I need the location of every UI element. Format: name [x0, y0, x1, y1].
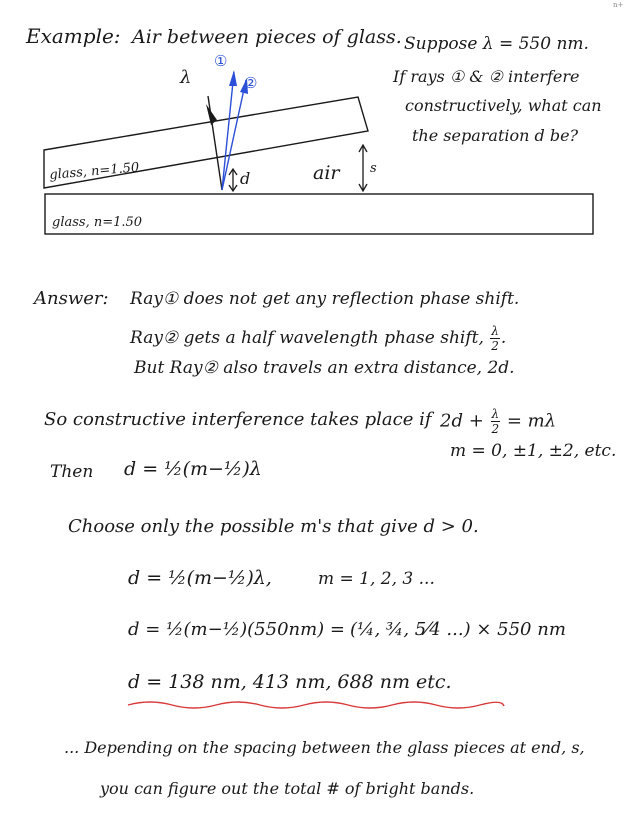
condition-fraction: $\frac{\lambda}{2}$ — [491, 407, 500, 436]
footer-line-1: ... Depending on the spacing between the glass pieces at end, s, — [64, 738, 585, 757]
m-values: m = 0, ±1, ±2, etc. — [450, 441, 617, 461]
result-line: d = 138 nm, 413 nm, 688 nm etc. — [128, 671, 452, 693]
then-equation: d = ½(m−½)λ — [124, 458, 262, 480]
lambda-label: λ — [180, 67, 192, 88]
ray-1-label: ① — [214, 52, 228, 70]
eq2-left: d = ½(m−½)(550nm) = — [128, 619, 346, 640]
question-line-4: the separation d be? — [412, 126, 579, 145]
then-label: Then — [50, 462, 94, 482]
top-glass-label: glass, n=1.50 — [48, 160, 140, 183]
answer-line-3: But Ray② also travels an extra distance, 2d. — [134, 358, 515, 378]
corner-mark: n+ — [613, 1, 624, 9]
eq2-right: (¼, ¾, 5⁄4 ...) × 550 nm — [350, 619, 566, 640]
choose-line: Choose only the possible m's that give d > 0. — [68, 516, 479, 537]
question-line-1: Suppose λ = 550 nm. — [404, 34, 589, 54]
ray-1-arrowhead — [229, 70, 237, 86]
example-label: Example: — [26, 24, 121, 48]
s-label: s — [370, 161, 377, 176]
condition-equation: 2d + $\frac{\lambda}{2}$ = mλ — [440, 407, 557, 436]
footer-line-2: you can figure out the total # of bright bands. — [100, 779, 475, 798]
reflected-ray-1 — [222, 72, 234, 190]
answer-line-1: Ray① does not get any reflection phase shift. — [130, 289, 520, 309]
answer-line-2: Ray② gets a half wavelength phase shift, $\frac{\lambda}{2}$ . — [130, 324, 507, 353]
eq1-left: d = ½(m−½)λ, — [128, 567, 272, 589]
bottom-glass-label: glass, n=1.50 — [52, 215, 143, 230]
answer-line-2-fraction: $\frac{\lambda}{2}$ — [491, 324, 499, 353]
example-title: Air between pieces of glass. — [132, 26, 402, 48]
answer-label: Answer: — [34, 288, 109, 309]
eq1-right: m = 1, 2, 3 ... — [318, 569, 435, 589]
result-underline — [128, 702, 504, 708]
condition-text: So constructive interference takes place if — [44, 409, 432, 430]
question-line-2: If rays ① & ② interfere — [393, 67, 580, 86]
air-label: air — [313, 162, 340, 184]
d-label: d — [240, 169, 251, 188]
ray-2-label: ② — [244, 74, 258, 92]
question-line-3: constructively, what can — [405, 96, 602, 115]
